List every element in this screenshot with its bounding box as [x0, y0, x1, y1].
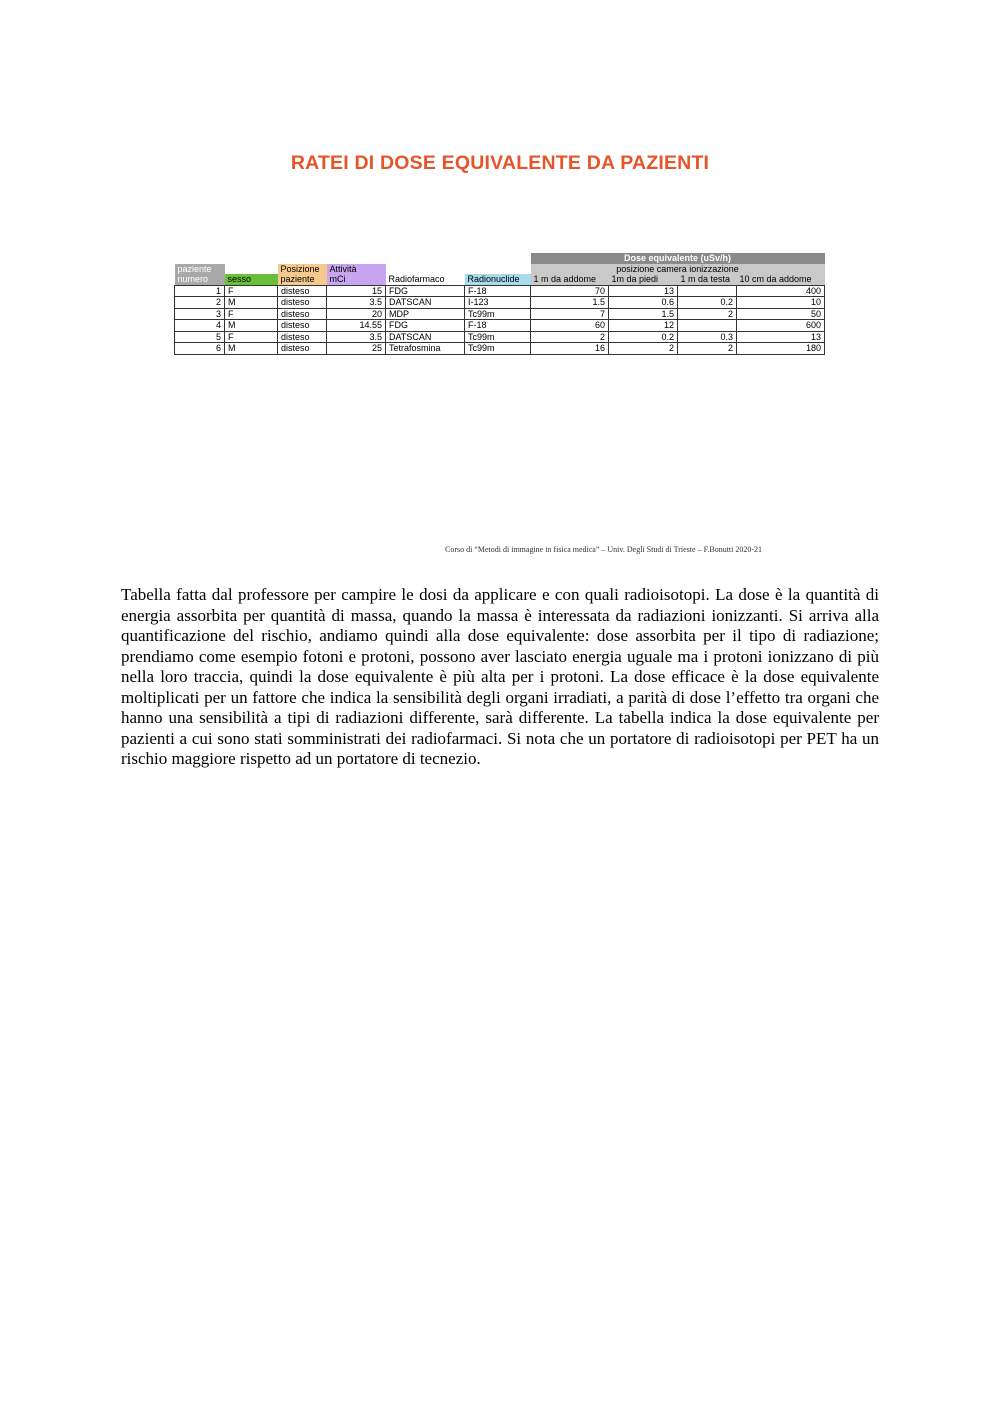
table-cell: disteso [278, 285, 327, 297]
table-cell: 0.2 [609, 331, 678, 343]
table-cell: I-123 [465, 297, 531, 309]
table-cell: 2 [175, 297, 225, 309]
table-header-dose-row [175, 253, 825, 264]
slide-caption: Corso di “Metodi di immagine in fisica medica” – Univ. Degli Studi di Trieste – F.Bonutti 2020-21 [445, 545, 763, 554]
table-cell: 70 [531, 285, 609, 297]
table-cell: disteso [278, 297, 327, 309]
col-header-paziente: paziente [278, 274, 327, 285]
table-cell: 16 [531, 343, 609, 355]
table-cell: 13 [609, 285, 678, 297]
table-cell: 20 [327, 308, 386, 320]
table-cell: F [225, 308, 278, 320]
table-cell: F [225, 285, 278, 297]
table-cell [678, 320, 737, 332]
table-cell [678, 285, 737, 297]
col-header-sesso: sesso [225, 274, 278, 285]
table-cell: disteso [278, 308, 327, 320]
table-cell: 4 [175, 320, 225, 332]
table-cell: F [225, 331, 278, 343]
table-cell: F-18 [465, 320, 531, 332]
table-row [175, 331, 825, 343]
table-cell: 600 [737, 320, 825, 332]
table-cell: 0.6 [609, 297, 678, 309]
slide-title: RATEI DI DOSE EQUIVALENTE DA PAZIENTI [290, 152, 710, 174]
table-cell: 5 [175, 331, 225, 343]
table-cell: 14.55 [327, 320, 386, 332]
table-cell: 3.5 [327, 331, 386, 343]
table-cell: 1 [175, 285, 225, 297]
table-cell: 10 [737, 297, 825, 309]
dose-group-header: Dose equivalente (uSv/h) [531, 253, 825, 264]
col-header-mci: mCi [327, 274, 386, 285]
table-row [175, 285, 825, 297]
table-cell: disteso [278, 331, 327, 343]
table-cell: 2 [678, 308, 737, 320]
table-cell: M [225, 343, 278, 355]
header-posizione: Posizione [278, 264, 327, 275]
table-row [175, 308, 825, 320]
table-cell: 25 [327, 343, 386, 355]
table-cell: 2 [678, 343, 737, 355]
table-cell: F-18 [465, 285, 531, 297]
table-row [175, 320, 825, 332]
table-cell: Tc99m [465, 343, 531, 355]
col-header-numero: numero [175, 274, 225, 285]
header-attivita: Attività [327, 264, 386, 275]
table-cell: FDG [386, 320, 465, 332]
table-cell: 7 [531, 308, 609, 320]
table-cell: 6 [175, 343, 225, 355]
table-cell: 60 [531, 320, 609, 332]
table-header-top-row [175, 264, 825, 275]
col-header-radiofarmaco: Radiofarmaco [388, 274, 445, 284]
table-cell: Tc99m [465, 308, 531, 320]
table-cell: 0.2 [678, 297, 737, 309]
table-cell: FDG [386, 285, 465, 297]
table-cell: 3 [175, 308, 225, 320]
col-header-1m-testa: 1 m da testa [678, 274, 737, 285]
table-cell: M [225, 320, 278, 332]
table-cell: Tetrafosmina [386, 343, 465, 355]
col-header-radionuclide: Radionuclide [465, 274, 531, 285]
table-cell: 2 [609, 343, 678, 355]
table-cell: 50 [737, 308, 825, 320]
table-cell: Tc99m [465, 331, 531, 343]
table-cell: DATSCAN [386, 297, 465, 309]
table-cell: 13 [737, 331, 825, 343]
table-cell: disteso [278, 320, 327, 332]
table-cell: M [225, 297, 278, 309]
table-cell: 2 [531, 331, 609, 343]
table-cell: disteso [278, 343, 327, 355]
position-subheader: posizione camera ionizzazione [531, 264, 825, 275]
table-cell: 0.3 [678, 331, 737, 343]
table-row [175, 343, 825, 355]
table-cell: 180 [737, 343, 825, 355]
table-cell: DATSCAN [386, 331, 465, 343]
header-paziente: paziente [175, 264, 225, 275]
col-header-1m-addome: 1 m da addome [531, 274, 609, 285]
table-cell: 3.5 [327, 297, 386, 309]
table-row [175, 297, 825, 309]
body-paragraph: Tabella fatta dal professore per campire le dosi da applicare e con quali radioisotopi. La dose è la quantità di energia assorbita per quantità di massa, quando la massa è interessata da radiazioni ionizzanti. Si arriva alla quantificazione del rischio, andiamo quindi alla dose equivalente: dose assorbita per il tipo di radiazione; prendiamo come esempio fotoni e protoni, possono aver lasciato energia uguale ma i protoni ionizzano di più nella loro traccia, quindi la dose equivalente è più alta per i protoni. La dose efficace è la dose equivalente moltiplicati per un fattore che indica la sensibilità degli organi irradiati, a parità di dose l’effetto tra organi che hanno una sensibilità a tipi di radiazioni differente, sarà differente. La tabella indica la dose equivalente per pazienti a cui sono stati somministrati dei radiofarmaci. Si nota che un portatore di radioisotopi per PET ha un rischio maggiore rispetto ad un portatore di tecnezio. [121, 585, 879, 768]
table-cell: 400 [737, 285, 825, 297]
table-cell: MDP [386, 308, 465, 320]
col-header-10cm-addome: 10 cm da addome [737, 274, 825, 285]
table-header-columns-row [175, 274, 825, 285]
table-cell: 12 [609, 320, 678, 332]
table-cell: 1.5 [609, 308, 678, 320]
col-header-1m-piedi: 1m da piedi [609, 274, 678, 285]
table-cell: 15 [327, 285, 386, 297]
dose-table [174, 253, 825, 355]
table-cell: 1.5 [531, 297, 609, 309]
